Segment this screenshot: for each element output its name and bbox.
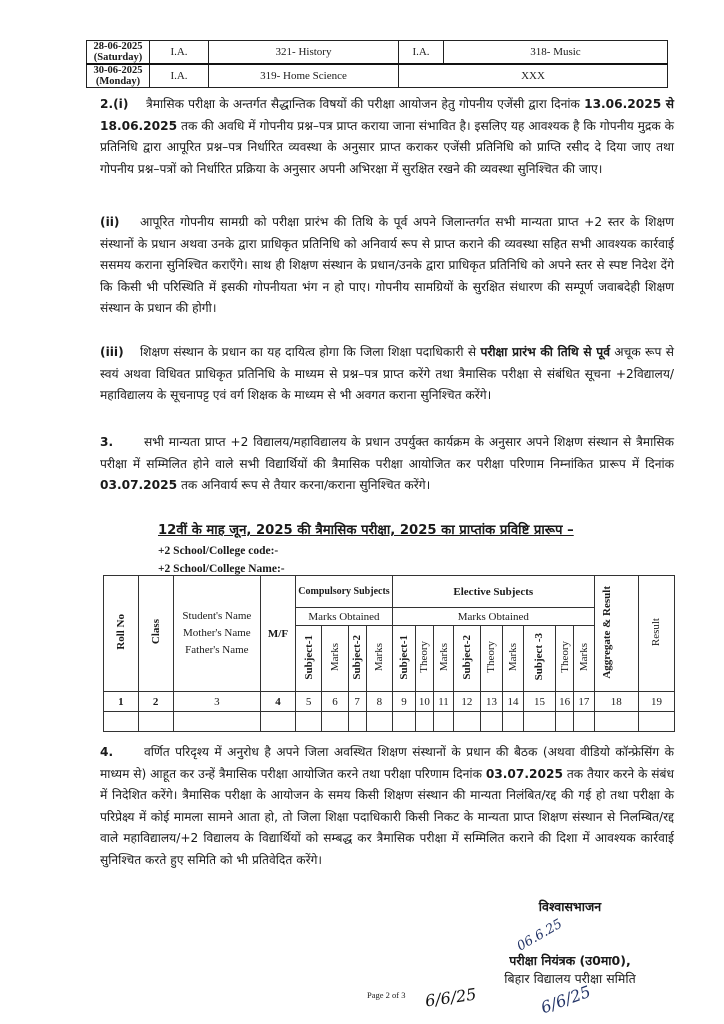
paragraph-bold: 03.07.2025: [100, 478, 178, 492]
designation: परीक्षा नियंत्रक (उ0मा0),: [509, 953, 631, 968]
subcol-compulsory-subject-2: Subject-2: [348, 626, 366, 692]
column-number: 10: [415, 692, 433, 712]
handwritten-initials-2: 6/6/25: [538, 981, 594, 1018]
schedule-day: (Saturday): [93, 52, 143, 63]
page-number: Page 2 of 3: [367, 990, 406, 1000]
schedule-row: [87, 41, 668, 65]
slot1-type: I.A.: [150, 41, 209, 65]
paragraph-text: सभी मान्यता प्राप्त +2 विद्यालय/महाविद्यालय के प्रधान उपर्युक्त कार्यक्रम के अनुसार अपने शिक्षण संस्थान से त्रैमासिक परीक्षा में सम्मिलित होने वाले सभी विद्यार्थियों की त्रैमासिक परीक्षा आयोजित कर परीक्षा परिणाम निम्नांकित प्रारूप में दिनांक: [100, 435, 674, 471]
paragraph-text: आपूरित गोपनीय सामग्री को परीक्षा प्रारंभ की तिथि के पूर्व अपने जिलान्तर्गत सभी मान्यता प्राप्त +2 स्तर के शिक्षण संस्थानों के प्रधान अथवा उनके द्वारा प्राधिकृत प्रतिनिधि को अनिवार्य रूप से प्राप्त कराने की व्यवस्था सहित सभी आवश्यक कार्रवाई ससमय कराना सुनिश्चित कराएँगे। साथ ही शिक्षण संस्थान के प्रधान/उनके द्वारा प्राधिकृत प्रतिनिधि को अपने स्तर से स्पष्ट निदेश देंगे कि किसी भी परिस्थिति में इसकी गोपनीयता भंग न हो पाए। गोपनीय सामग्रियों के सुरक्षित संधारण की सम्पूर्ण जवाबदेही शिक्षण संस्थान के प्रधान की होगी।: [100, 215, 674, 315]
column-number: 3: [173, 692, 261, 712]
header-result: Result: [638, 576, 674, 692]
header-row-1: [104, 576, 675, 608]
subcol-elective-theory-2: Theory: [480, 626, 503, 692]
school-name-label: +2 School/College Name:-: [158, 563, 285, 575]
paragraph-bold: 03.07.2025: [485, 766, 563, 781]
schedule-date: 28-06-2025: [93, 41, 143, 52]
paragraph-text: तक अनिवार्य रूप से तैयार करना/कराना सुनिश्चित करेंगे।: [177, 478, 431, 492]
subcol-elective-subject-3: Subject -3: [523, 626, 555, 692]
slot2-subject: 318- Music: [444, 41, 668, 65]
column-number: 11: [433, 692, 453, 712]
paragraph-bold: 13.06.2025 से 18.06.2025: [100, 97, 674, 133]
column-number: 18: [594, 692, 638, 712]
column-number: 9: [393, 692, 416, 712]
paragraph-3: [100, 432, 674, 497]
slot2-type: I.A.: [399, 41, 444, 65]
column-number: 4: [261, 692, 296, 712]
schedule-date: 30-06-2025: [93, 65, 143, 76]
handwritten-signature: 06.6.25: [514, 916, 566, 955]
slot1-subject: 319- Home Science: [209, 64, 399, 88]
column-number-row: [104, 692, 675, 712]
column-number: 1: [104, 692, 139, 712]
header-class: Class: [138, 576, 173, 692]
paragraph-text: अचूक रूप से स्वयं अथवा विधिवत प्राधिकृत प्रतिनिधि के माध्यम से प्रश्न–पत्र प्राप्त करेंगे तथा त्रैमासिक परीक्षा से संबंधित सूचना +2विद्यालय/महाविद्यालय के सूचनापट्ट एवं वर्ग शिक्षक के माध्यम से भी अवगत कराना सुनिश्चित करेंगे।: [100, 345, 674, 402]
column-number: 15: [523, 692, 555, 712]
subcol-elective-subject-2: Subject-2: [454, 626, 480, 692]
paragraph-bold: परीक्षा प्रारंभ की तिथि से पूर्व: [480, 345, 610, 359]
subcol-elective-marks-3: Marks: [574, 626, 594, 692]
column-number: 17: [574, 692, 594, 712]
handwritten-initials-1: 6/6/25: [423, 984, 478, 1011]
subcol-compulsory-marks-2: Marks: [366, 626, 392, 692]
header-elective-marks: Marks Obtained: [393, 608, 594, 626]
header-compulsory-marks: Marks Obtained: [295, 608, 392, 626]
paragraph-text: तक तैयार करने के संबंध में निदेशित करेंगे। त्रैमासिक परीक्षा के आयोजन के समय किसी शिक्षण संस्थान की मान्यता निलंबित/रद्द की गई हो तथा परीक्षा के परिप्रेक्ष्य में कोई मामला सामने आता हो, तो जिला शिक्षा पदाधिकारी किसी निकट के मान्यता प्राप्त शिक्षण संस्थान से निलम्बित/रद्द वाले महाविद्यालय/+2 विद्यालय के विद्यार्थियों को सम्बद्ध कर त्रैमासिक परीक्षा में सम्मिलित कराने की दिशा में आवश्यक कार्रवाई सुनिश्चित करते हुए समिति को भी प्रतिवेदित करेंगे।: [100, 766, 674, 867]
schedule-date-cell: [87, 41, 150, 65]
subcol-elective-theory-1: Theory: [415, 626, 433, 692]
subcol-elective-subject-1: Subject-1: [393, 626, 416, 692]
closing-text: विश्वासभाजन: [538, 899, 602, 914]
paragraph-4: [100, 742, 674, 871]
paragraph-text: वर्णित परिदृश्य में अनुरोध है अपने जिला अवस्थित शिक्षण संस्थानों के प्रधान की बैठक (अथवा वीडियो कॉन्फ्रेसिंग के माध्यम से) आहूत कर उन्हें त्रैमासिक परीक्षा आयोजित करने तथा परीक्षा परिणाम दिनांक: [100, 745, 674, 781]
column-number: 5: [295, 692, 321, 712]
slot1-subject: 321- History: [209, 41, 399, 65]
schedule-day: (Monday): [95, 76, 141, 87]
column-number: 14: [503, 692, 523, 712]
header-aggregate: Aggregate & Result: [594, 576, 638, 692]
column-number: 13: [480, 692, 503, 712]
column-number: 8: [366, 692, 392, 712]
column-number: 16: [556, 692, 574, 712]
subcol-elective-marks-1: Marks: [433, 626, 453, 692]
column-number: 6: [322, 692, 348, 712]
paragraph-text: तक की अवधि में गोपनीय प्रश्न–पत्र प्राप्त कराया जाना संभावित है। इसलिए यह आवश्यक है कि गोपनीय मुद्रक के प्रतिनिधि द्वारा आपूरित प्रश्न–पत्र निर्धारित व्यवस्था के अनुसार प्राप्त कराकर एजेंसी प्रतिनिधि को प्राप्ति रसीद दे दिया जाए तथा गोपनीय प्रश्न–पत्रों को निर्धारित प्रक्रिया के अनुसार अपनी अभिरक्षा में सुरक्षित रखने की व्यवस्था सुनिश्चित की जाए।: [100, 118, 674, 176]
paragraph-2iii: [100, 342, 674, 407]
header-elective: Elective Subjects: [393, 576, 594, 608]
subcol-elective-theory-3: Theory: [556, 626, 574, 692]
school-code-label: +2 School/College code:-: [158, 545, 279, 557]
paragraph-number: 3.: [100, 435, 114, 449]
column-number: 2: [138, 692, 173, 712]
paragraph-number: 2.(i): [100, 97, 129, 111]
paragraph-2i: [100, 94, 674, 180]
subcol-elective-marks-2: Marks: [503, 626, 523, 692]
paragraph-2ii: [100, 212, 674, 320]
subcol-compulsory-marks-1: Marks: [322, 626, 348, 692]
slot2-merged: XXX: [399, 64, 668, 88]
slot1-type: I.A.: [150, 64, 209, 88]
header-names: Student's Name Mother's Name Father's Name: [173, 576, 261, 692]
header-roll-no: Roll No: [104, 576, 139, 692]
paragraph-text: त्रैमासिक परीक्षा के अन्तर्गत सैद्धान्तिक विषयों की परीक्षा आयोजन हेतु गोपनीय एजेंसी द्वारा दिनांक: [146, 97, 585, 111]
header-compulsory: Compulsory Subjects: [295, 576, 392, 608]
organization-name: बिहार विद्यालय परीक्षा समिति: [504, 971, 636, 986]
form-title: 12वीं के माह जून, 2025 की त्रैमासिक परीक्षा, 2025 का प्राप्तांक प्रविष्टि प्रारूप –: [158, 523, 574, 538]
exam-schedule-table: [86, 40, 668, 88]
column-number: 12: [454, 692, 480, 712]
schedule-date-cell: [87, 64, 150, 88]
schedule-row: [87, 64, 668, 88]
column-number: 19: [638, 692, 674, 712]
blank-entry-row: [104, 712, 675, 732]
paragraph-number: (ii): [100, 215, 120, 229]
header-gender: M/F: [261, 576, 296, 692]
subcol-compulsory-subject-1: Subject-1: [295, 626, 321, 692]
column-number: 7: [348, 692, 366, 712]
marks-entry-table: [103, 575, 675, 732]
paragraph-number: 4.: [100, 745, 114, 759]
paragraph-number: (iii): [100, 345, 124, 359]
paragraph-text: शिक्षण संस्थान के प्रधान का यह दायित्व होगा कि जिला शिक्षा पदाधिकारी से: [140, 345, 481, 359]
